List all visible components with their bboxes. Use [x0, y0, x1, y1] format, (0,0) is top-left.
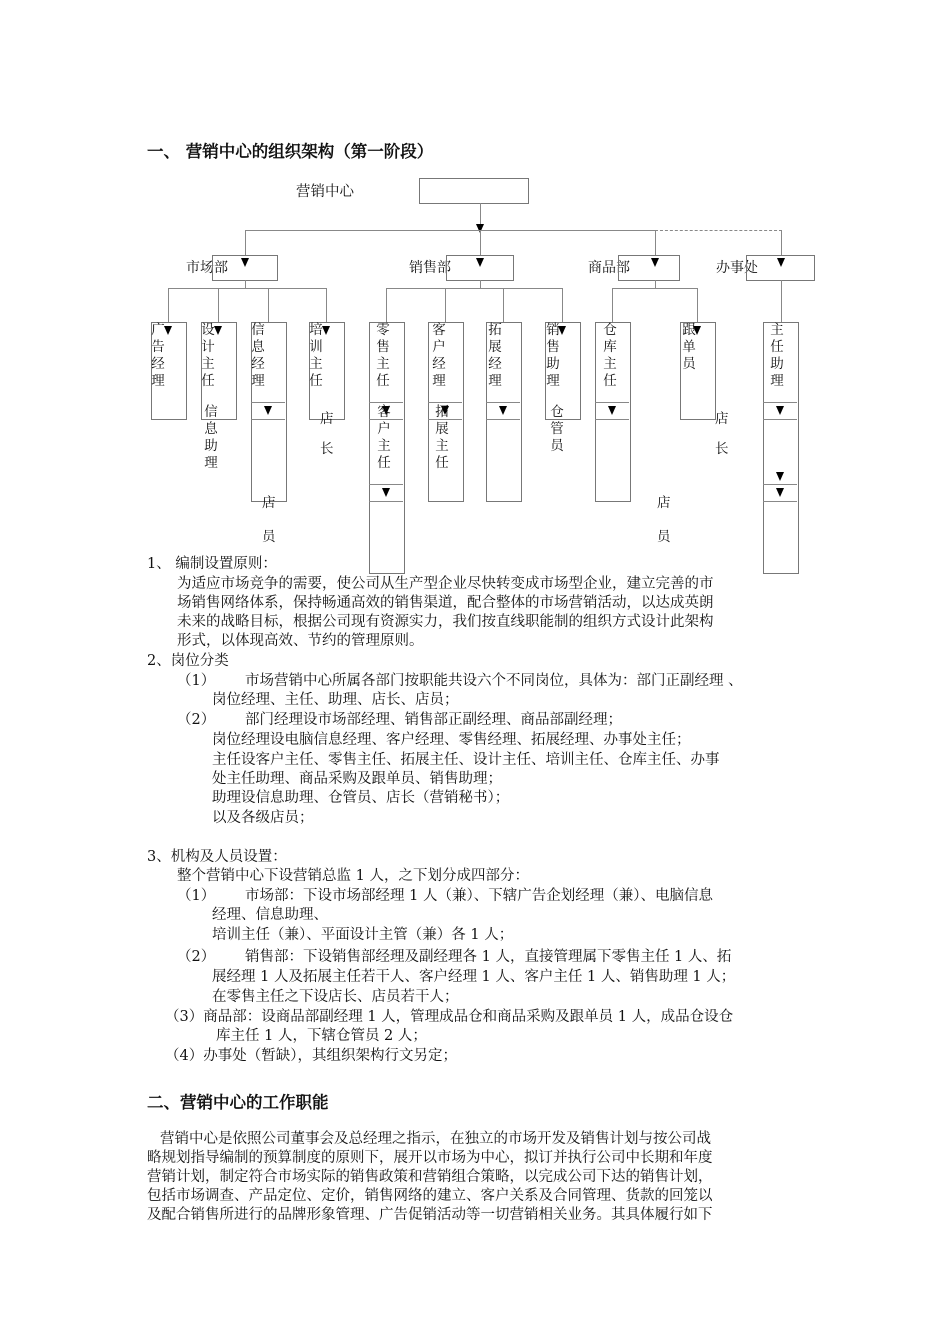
connector — [480, 230, 481, 256]
dept-goods-box — [618, 255, 680, 281]
arrow-icon — [776, 406, 784, 415]
s1-line: 形式，以体现高效、节约的管理原则。 — [177, 633, 424, 649]
sub-expand-head: 拓展主任 — [435, 404, 449, 471]
divider — [763, 501, 797, 502]
dept-sales-label: 销售部 — [409, 260, 451, 276]
s1-line: 未来的战略目标，根据公司现有资源实力，我们按直线职能制的组织方式设计此架构 — [177, 614, 714, 630]
s3-line: （4）办事处（暂缺），其组织架构行文另定； — [165, 1048, 457, 1064]
s2p-line: 及配合销售所进行的品牌形象管理、广告促销活动等一切营销相关业务。其具体履行如下 — [147, 1207, 713, 1223]
s2p-line: 略规划指导编制的预算制度的原则下，展开以市场为中心，拟订并执行公司中长期和年度 — [147, 1150, 713, 1166]
s3-line: 在零售主任之下设店长、店员若干人； — [212, 989, 459, 1005]
s3-line: 展经理 1 人及拓展主任若干人、客户经理 1 人、客户主任 1 人、销售助理 1 人； — [212, 969, 736, 985]
connector — [612, 288, 697, 289]
s2-line: 处主任助理、商品采购及跟单员、销售助理； — [212, 771, 502, 787]
connector — [480, 280, 481, 288]
connector — [655, 230, 656, 256]
connector — [781, 280, 782, 322]
pos-sales-assistant: 销售助理 — [546, 322, 560, 389]
connector — [612, 288, 613, 322]
s3-line: （3）商品部：设商品部副经理 1 人，管理成品仓和商品采购及跟单员 1 人，成品仓设仓 — [165, 1009, 734, 1025]
divider — [763, 484, 797, 485]
pos-warehouse-head: 仓库主任 — [603, 322, 617, 389]
dept-market-label: 市场部 — [186, 260, 228, 276]
sub-warehouse-keeper: 仓管员 — [550, 404, 564, 454]
s3-line: 库主任 1 人，下辖仓管员 2 人； — [216, 1028, 427, 1044]
divider — [763, 402, 797, 403]
arrow-icon — [776, 472, 784, 481]
connector — [245, 280, 246, 288]
dept-office-label: 办事处 — [716, 260, 758, 276]
s3-line: 培训主任（兼）、平面设计主管（兼）各 1 人； — [212, 927, 514, 943]
connector — [386, 288, 562, 289]
connector — [168, 288, 169, 322]
divider — [595, 419, 629, 420]
divider — [428, 402, 462, 403]
arrow-icon — [777, 258, 785, 267]
connector — [445, 288, 446, 322]
connector — [697, 288, 698, 322]
divider — [369, 484, 403, 485]
s1-line: 场销售网络体系，保持畅通高效的销售渠道，配合整体的市场营销活动，以达成英朗 — [177, 595, 714, 611]
pos-training-head: 培训主任 — [309, 322, 323, 389]
divider — [369, 402, 403, 403]
connector — [562, 288, 563, 322]
s2-line: 部门经理设市场部经理、销售部正副经理、商品部副经理； — [245, 712, 622, 728]
sub-store-mgr-b: 店长 — [715, 411, 729, 457]
arrow-icon — [164, 326, 172, 335]
sub-staff-b: 店员 — [657, 495, 671, 545]
pos-office-assistant: 主任助理 — [770, 322, 784, 389]
s2-line: 以及各级店员； — [212, 810, 314, 826]
s2-line: 市场营销中心所属各部门按职能共设六个不同岗位，具体为：部门正副经理 、 — [245, 673, 743, 689]
connector — [245, 230, 246, 256]
connector-dashed — [655, 230, 782, 231]
s3-item-num: （2） — [177, 949, 216, 965]
section-1-title: 一、 营销中心的组织架构（第一阶段） — [147, 142, 434, 161]
connector — [245, 230, 655, 231]
s2p-line: 包括市场调查、产品定位、定价，销售网络的建立、客户关系及合同管理、货款的回笼以 — [147, 1188, 713, 1204]
sub-info-assistant: 信息助理 — [204, 404, 218, 471]
pos-client-manager: 客户经理 — [432, 322, 446, 389]
pos-expand-manager: 拓展经理 — [488, 322, 502, 389]
dept-goods-label: 商品部 — [588, 260, 630, 276]
divider — [763, 419, 797, 420]
divider — [251, 419, 285, 420]
pos-info-manager: 信息经理 — [251, 322, 265, 389]
s2-line: 岗位经理设电脑信息经理、客户经理、零售经理、拓展经理、办事处主任； — [212, 732, 691, 748]
s2-title: 2、岗位分类 — [147, 653, 229, 669]
connector — [781, 230, 782, 256]
org-root-label: 营销中心 — [296, 184, 354, 200]
s2-item-num: （1） — [177, 673, 216, 689]
sub-client-head: 客户主任 — [377, 404, 391, 471]
s2-line: 助理设信息助理、仓管员、店长（营销秘书）； — [212, 790, 510, 806]
s3-intro: 整个营销中心下设营销总监 1 人，之下划分成四部分： — [177, 868, 529, 884]
connector — [503, 288, 504, 322]
connector — [326, 288, 327, 322]
s3-line: 经理、信息助理、 — [212, 907, 328, 923]
s2p-line: 营销计划，制定符合市场实际的销售政策和营销组合策略，以完成公司下达的销售计划， — [147, 1169, 713, 1185]
arrow-icon — [322, 326, 330, 335]
s3-title: 3、机构及人员设置： — [147, 849, 287, 865]
s3-item-num: （1） — [177, 888, 216, 904]
divider — [369, 501, 403, 502]
s1-title: 1、 编制设置原则： — [147, 556, 277, 572]
arrow-icon — [241, 258, 249, 267]
arrow-icon — [608, 406, 616, 415]
section-2-title: 二、营销中心的工作职能 — [147, 1093, 329, 1112]
arrow-icon — [651, 258, 659, 267]
arrow-icon — [776, 488, 784, 497]
divider — [251, 402, 285, 403]
arrow-icon — [382, 488, 390, 497]
pos-follow-clerk: 跟单员 — [682, 322, 696, 372]
connector — [168, 288, 326, 289]
connector — [386, 288, 387, 322]
arrow-icon — [264, 406, 272, 415]
s2p-line: 营销中心是依照公司董事会及总经理之指示，在独立的市场开发及销售计划与按公司战 — [160, 1131, 711, 1147]
pos-design-head: 设计主任 — [201, 322, 215, 389]
sub-store-mgr-a: 店长 — [320, 411, 334, 457]
divider — [595, 402, 629, 403]
org-root-box — [419, 178, 529, 204]
connector — [268, 288, 269, 322]
s2-line: 岗位经理、主任、助理、店长、店员； — [212, 692, 459, 708]
sub-staff-a: 店员 — [262, 495, 276, 545]
arrow-icon — [214, 326, 222, 335]
s3-line: 销售部：下设销售部经理及副经理各 1 人，直接管理属下零售主任 1 人、拓 — [245, 949, 732, 965]
connector — [655, 280, 656, 288]
s1-line: 为适应市场竞争的需要，使公司从生产型企业尽快转变成市场型企业，建立完善的市 — [177, 576, 714, 592]
s2-item-num: （2） — [177, 712, 216, 728]
pos-retail-head: 零售主任 — [376, 322, 390, 389]
connector — [218, 288, 219, 322]
arrow-icon — [476, 258, 484, 267]
pos-ad-manager: 广告经理 — [151, 322, 165, 389]
s2-line: 主任设客户主任、零售主任、拓展主任、设计主任、培训主任、仓库主任、办事 — [212, 752, 720, 768]
s3-line: 市场部：下设市场部经理 1 人（兼）、下辖广告企划经理（兼）、电脑信息 — [245, 888, 713, 904]
divider — [486, 419, 520, 420]
divider — [486, 402, 520, 403]
arrow-icon — [499, 406, 507, 415]
